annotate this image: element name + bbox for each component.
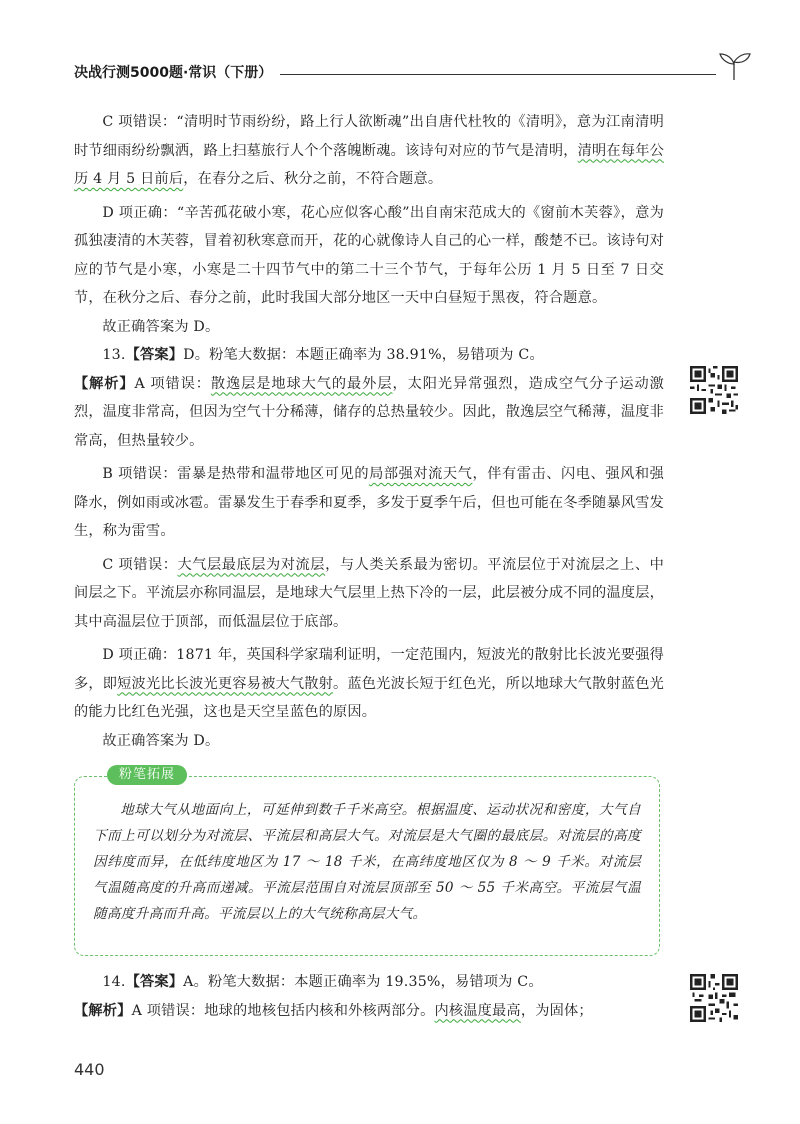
extension-tag: 粉笔拓展 <box>107 765 187 785</box>
q12-option-c: C 项错误：“清明时节雨纷纷，路上行人欲断魂”出自唐代杜牧的《清明》，意为江南清明时节细雨纷纷飘洒，路上扫墓旅行人个个落魄断魂。该诗句对应的节气是清明，清明在每年公历 4 月 5 日前后，在春分之后、秋分之前，不符合题意。 <box>74 114 664 187</box>
key-point-underline: 清明在每年公历 4 月 5 日前后 <box>74 142 664 187</box>
page-header <box>74 58 754 88</box>
q14-option-a: 【解析】A 项错误：地球的地核包括内核和外核两部分。内核温度最高，为固体； <box>74 1002 593 1019</box>
sprout-icon <box>714 50 754 82</box>
q13-option-b: B 项错误：雷暴是热带和温带地区可见的局部强对流天气，伴有雷击、闪电、强风和强降水，例如雨或冰雹。雷暴发生于春季和夏季，多发于夏季午后，但也可能在冬季随暴风雪发生，称为雷雪。 <box>74 466 665 539</box>
page-number: 440 <box>74 1060 105 1079</box>
main-content <box>74 108 664 755</box>
qr-code-icon[interactable] <box>690 366 738 414</box>
q14-section <box>74 968 664 1025</box>
q13-answer-head: 13.【答案】D。粉笔大数据：本题正确率为 38.91%，易错项为 C。 <box>102 347 544 363</box>
key-point-underline: 散逸层是地球大气的最外层 <box>210 375 393 392</box>
q13-option-c: C 项错误：大气层最底层为对流层，与人类关系最为密切。平流层位于对流层之上、中间层之下。平流层亦称同温层，是地球大气层里上热下冷的一层，此层被分成不同的温度层，其中高温层位于顶部，而低温层位于底部。 <box>74 556 664 630</box>
q13-answer: 故正确答案为 D。 <box>102 732 220 749</box>
extension-box <box>74 767 660 956</box>
q13-option-d: D 项正确：1871 年，英国科学家瑞利证明，一定范围内，短波光的散射比长波光要强得多，即短波光比长波光更容易被大气散射。蓝色光波长短于红色光，所以地球大气散射蓝色光的能力比红色光强，这也是天空呈蓝色的原因。 <box>74 647 664 720</box>
qr-code-icon[interactable] <box>690 974 738 1022</box>
header-rule <box>280 74 716 75</box>
key-point-underline: 短波光比长波光更容易被大气散射 <box>117 675 334 692</box>
key-point-underline: 大气层最底层为对流层 <box>177 556 326 573</box>
q12-answer: 故正确答案为 D。 <box>102 318 220 335</box>
q13-option-a: 【解析】A 项错误：散逸层是地球大气的最外层，太阳光异常强烈，造成空气分子运动激烈，温度非常高，但因为空气十分稀薄，储存的总热量较少。因此，散逸层空气稀薄，温度非常高，但热量较少。 <box>74 375 664 449</box>
q14-answer-head: 14.【答案】A。粉笔大数据：本题正确率为 19.35%，易错项为 C。 <box>102 974 543 990</box>
key-point-underline: 局部强对流天气 <box>369 466 473 482</box>
extension-text: 地球大气从地面向上，可延伸到数千千米高空。根据温度、运动状况和密度，大气自下而上可以划分为对流层、平流层和高层大气。对流层是大气圈的最底层。对流层的高度因纬度而异，在低纬度地区为 17 ～ 18 千米，在高纬度地区仅为 8 ～ 9 千米。对流层气温随高度的升高而递减。平流层范围自对流层顶部至 50 ～ 55 千米高空。平流层气温随高度升高而升高。平流层以上的大气统称高层大气。 <box>93 802 641 922</box>
key-point-underline: 内核温度最高 <box>434 1002 521 1019</box>
q12-option-d: D 项正确：“辛苦孤花破小寒，花心应似客心酸”出自南宋范成大的《窗前木芙蓉》，意为孤独凄清的木芙蓉，冒着初秋寒意而开，花的心就像诗人自己的心一样，酸楚不已。该诗句对应的节气是小寒，小寒是二十四节气中的第二十三个节气，于每年公历 1 月 5 日至 7 日交节，在秋分之后、春分之前，此时我国大部分地区一天中白昼短于黑夜，符合题意。 <box>74 204 664 306</box>
book-title: 决战行测5000题·常识（下册） <box>74 65 273 81</box>
